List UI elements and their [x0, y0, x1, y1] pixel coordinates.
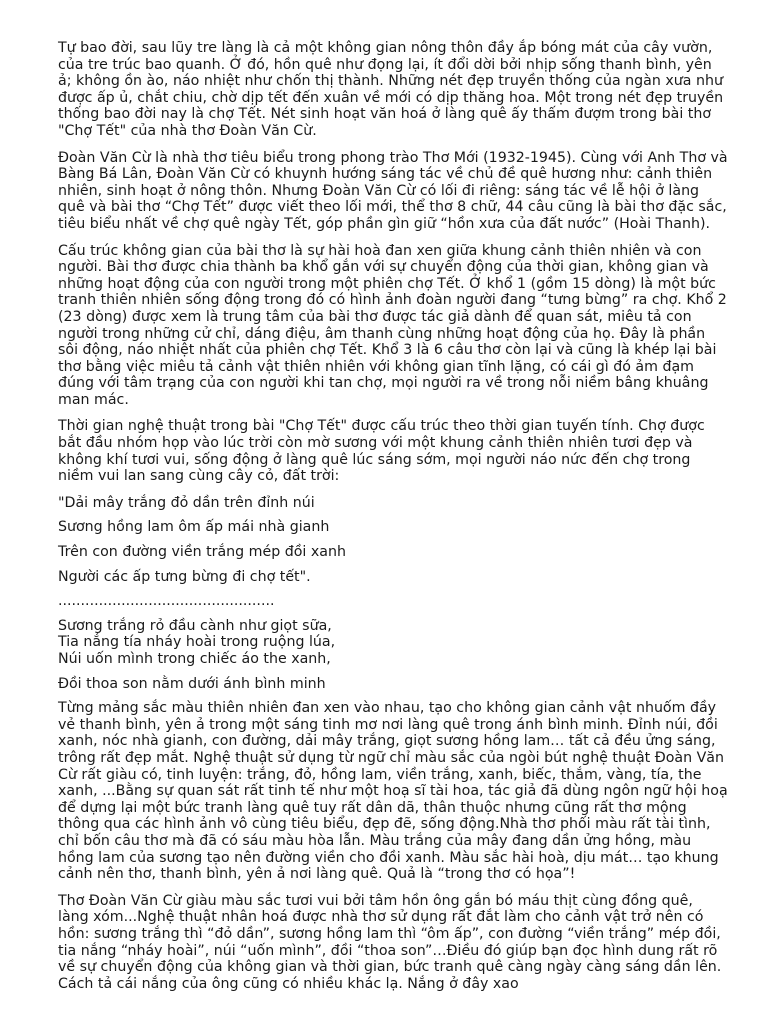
verse-line: Sương hồng lam ôm ấp mái nhà gianh	[58, 519, 330, 536]
verse-line: Trên con đường viền trắng mép đồi xanh	[58, 544, 346, 561]
verse-line: Đồi thoa son nằm dưới ánh bình minh	[58, 675, 326, 692]
paragraph-author: Đoàn Văn Cừ là nhà thơ tiêu biểu trong phong trào Thơ Mới (1932-1945). Cùng với Anh Thơ và Bàng Bá Lân, Đoàn Văn Cừ có khuynh hướng sáng tác về chủ đề quê hương như: cảnh thiên nhiên, sinh hoạt ở nông thôn. Nhưng Đoàn Văn Cừ có lối đi riêng: sáng tác về lễ hội ở làng quê và bài thơ “Chợ Tết” được viết theo lối mới, thể thơ 8 chữ, 44 câu cũng là bài thơ đặc sắc, tiêu biểu nhất về chợ quê ngày Tết, góp phần gìn giữ “hồn xưa của đất nước” (Hoài Thanh).	[58, 149, 728, 232]
verse-ellipsis: ................................................	[58, 593, 275, 610]
paragraph-structure: Cấu trúc không gian của bài thơ là sự hài hoà đan xen giữa khung cảnh thiên nhiên và con người. Bài thơ được chia thành ba khổ gắn với sự chuyển động của thời gian, không gian và những hoạt động của con người trong một phiên chợ Tết. Ở khổ 1 (gồm 15 dòng) là một bức tranh thiên nhiên sống động trong đó có hình ảnh đoàn người đang “tưng bừng” ra chợ. Khổ 2 (23 dòng) được xem là trung tâm của bài thơ được tác giả dành để quan sát, miêu tả con người trong những cử chỉ, dáng điệu, âm thanh cùng những hoạt động của họ. Đây là phần sôi động, náo nhiệt nhất của phiên chợ Tết. Khổ 3 là 6 câu thơ còn lại và cũng là khép lại bài thơ bằng việc miêu tả cảnh vật thiên nhiên với không gian tĩnh lặng, có cái gì đó ảm đạm đúng với tâm trạng của con người khi tan chợ, mọi người ra về trong nỗi niềm bâng khuâng man mác.	[58, 242, 727, 408]
verse-line: "Dải mây trắng đỏ dần trên đỉnh núi	[58, 494, 315, 511]
verse-line: Sương trắng rỏ đầu cành như giọt sữa,	[58, 617, 332, 634]
verse-line: Núi uốn mình trong chiếc áo the xanh,	[58, 651, 331, 667]
paragraph-colors: Từng mảng sắc màu thiên nhiên đan xen vào nhau, tạo cho không gian cảnh vật nhuốm đầy vẻ thanh bình, yên ả trong một sáng tinh mơ nơi làng quê trong ánh bình minh. Đỉnh núi, đồi xanh, nóc nhà gianh, con đường, dải mây trắng, giọt sương hồng lam… tất cả đều ửng sáng, trông rất đẹp mắt. Nghệ thuật sử dụng từ ngữ chỉ màu sắc của ngòi bút nghệ thuật Đoàn Văn Cừ rất giàu có, tinh luyện: trắng, đỏ, hồng lam, viền trắng, xanh, biếc, thắm, vàng, tía, the xanh, ...Bằng sự quan sát rất tinh tế như một hoạ sĩ tài hoa, tác giả đã dùng ngôn ngữ hội hoạ để dựng lại một bức tranh làng quê tuy rất dân dã, thân thuộc nhưng cũng rất thơ mộng thông qua các hình ảnh vô cùng tiêu biểu, đẹp đẽ, sống động.Nhà thơ phối màu rất tài tình, chỉ bốn câu thơ mà đã có sáu màu hòa lẫn. Màu trắng của mây đang dần ửng hồng, màu hồng lam của sương tạo nên đường viền cho đồi xanh. Màu sắc hài hoà, dịu mát… tạo khung cảnh nên thơ, thanh bình, yên ả nơi làng quê. Quả là “trong thơ có họa”!	[58, 700, 728, 883]
paragraph-personification: Thơ Đoàn Văn Cừ giàu màu sắc tươi vui bởi tâm hồn ông gắn bó máu thịt cùng đồng quê, làng xóm...Nghệ thuật nhân hoá được nhà thơ sử dụng rất đắt làm cho cảnh vật trở nên có hồn: sương trắng thì “đỏ dần”, sương hồng lam thì “ôm ấp”, con đường “viền trắng” mép đồi, tia nắng “nháy hoài”, núi “uốn mình”, đồi “thoa son”…Điều đó giúp bạn đọc hình dung rất rõ về sự chuyển động của không gian và thời gian, bức tranh quê càng ngày càng sáng dần lên. Cách tả cái nắng của ông cũng có nhiều khác lạ. Nắng ở đây xao	[58, 892, 722, 992]
paragraph-time: Thời gian nghệ thuật trong bài "Chợ Tết" được cấu trúc theo thời gian tuyến tính. Chợ được bắt đầu nhóm họp vào lúc trời còn mờ sương với một khung cảnh thiên nhiên tươi đẹp và không khí tươi vui, sống động ở làng quê lúc sáng sớm, mọi người náo nức đến chợ trong niềm vui lan sang cùng cây cỏ, đất trời:	[58, 418, 705, 485]
verse-line: Tia nắng tía nháy hoài trong ruộng lúa,	[58, 634, 336, 651]
verse-stanza	[58, 618, 728, 668]
verse-line: Người các ấp tưng bừng đi chợ tết".	[58, 568, 311, 585]
paragraph-intro: Tự bao đời, sau lũy tre làng là cả một không gian nông thôn đầy ắp bóng mát của cây vườn, của tre trúc bao quanh. Ở đó, hồn quê như đọng lại, ít đổi dời bởi nhịp sống thanh bình, yên ả; không ồn ào, náo nhiệt như chốn thị thành. Những nét đẹp truyền thống của ngàn xưa như được ấp ủ, chắt chiu, chờ dịp tết đến xuân về mới có dịp thăng hoa. Một trong nét đẹp truyền thống bao đời nay là chợ Tết. Nét sinh hoạt văn hoá ở làng quê ấy thấm đượm trong bài thơ "Chợ Tết" của nhà thơ Đoàn Văn Cừ.	[58, 40, 724, 139]
